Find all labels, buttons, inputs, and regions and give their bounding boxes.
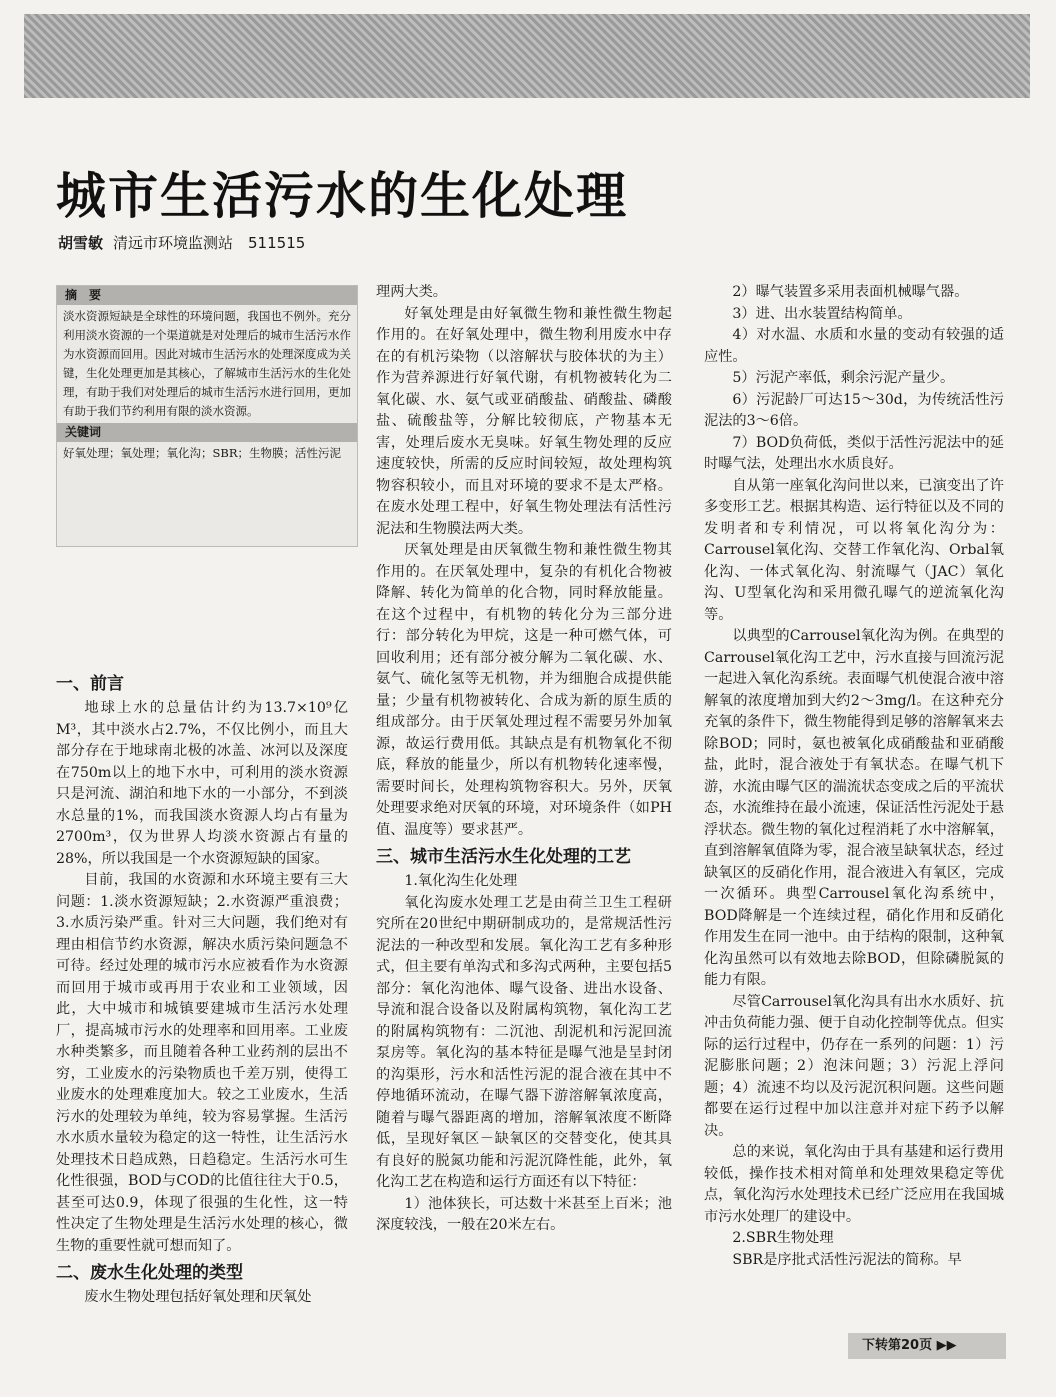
- abstract-text: 淡水资源短缺是全球性的环境问题，我国也不例外。充分利用淡水资源的一个渠道就是对处理后的城市生活污水作为水资源而回用。因此对城市生活污水的处理深度成为关键，生化处理更加是其核心，了解城市生活污水的生化处理，有助于我们对处理后的城市生活污水进行回用，更加有助于我们节约利用有限的淡水资源。: [63, 309, 351, 418]
- column-3: [704, 282, 1004, 1271]
- byline: [58, 232, 305, 253]
- paragraph: 总的来说，氧化沟由于具有基建和运行费用较低，操作技术相对简单和处理效果稳定等优点，氧化沟污水处理技术已经广泛应用在我国城市污水处理厂的建设中。: [704, 1144, 1004, 1225]
- paragraph: SBR是序批式活性污泥法的简称。早: [732, 1251, 962, 1268]
- list-item: 3）进、出水装置结构简单。: [732, 305, 912, 322]
- abstract-box: [56, 285, 358, 547]
- subsection-heading-2: 2.SBR生物处理: [732, 1230, 834, 1246]
- keywords-text: 好氧处理；氧处理；氧化沟；SBR；生物膜；活性污泥: [63, 446, 341, 460]
- author-affiliation: 清远市环境监测站 511515: [113, 234, 306, 252]
- list-item: 2）曝气装置多采用表面机械曝气器。: [732, 284, 969, 300]
- paragraph: 废水生物处理包括好氧处理和厌氧处: [84, 1289, 312, 1305]
- continued-on-page-label: 下转第20页 ▶▶: [848, 1333, 1006, 1359]
- header-banner: [24, 14, 1030, 98]
- paragraph: 目前，我国的水资源和水环境主要有三大问题：1.淡水资源短缺；2.水资源严重浪费；3.水质污染严重。针对三大问题，我们绝对有理由相信节约水资源，解决水质污染问题急不可待。经过处理的城市污水应被看作为水资源而回用于城市或再用于农业和工业领域，因此，大中城市和城镇要建城市生活污水处理厂，提高城市污水的处理率和回用率。工业废水种类繁多，而且随着各种工业药剂的层出不穷，工业废水的污染物质也千差万别，使得工业废水的处理难度加大。较之工业废水，生活污水的处理较为单纯，较为容易掌握。生活污水水质水量较为稳定的这一特性，让生活污水处理技术日趋成熟，日趋稳定。生活污水可生化性很强，BOD与COD的比值往往大于0.5，甚至可达0.9，体现了很强的生化性，这一特性决定了生物处理是生活污水处理的核心，微生物的重要性就可想而知了。: [56, 872, 348, 1254]
- list-item: 5）污泥产率低，剩余污泥产量少。: [732, 370, 955, 386]
- paragraph: 厌氧处理是由厌氧微生物和兼性微生物其作用的。在厌氧处理中，复杂的有机化合物被降解、转化为简单的化合物，同时释放能量。在这个过程中，有机物的转化分为三部分进行：部分转化为甲烷，这是一种可燃气体，可回收利用；还有部分被分解为二氧化碳、水、氨气、硫化氢等无机物，并为细胞合成提供能量；少量有机物被转化、合成为新的原生质的组成部分。由于厌氧处理过程不需要另外加氧源，故运行费用低。其缺点是有机物氧化不彻底，释放的能量少，所以有机物转化速率慢，需要时间长，处理构筑物容积大。另外，厌氧处理要求绝对厌氧的环境，对环境条件（如PH值、温度等）要求甚严。: [376, 542, 672, 838]
- list-item: 6）污泥龄厂可达15～30d，为传统活性污泥法的3～6倍。: [704, 391, 1004, 429]
- article-title: 城市生活污水的生化处理: [56, 167, 628, 225]
- subsection-heading-1: 1.氧化沟生化处理: [404, 873, 518, 889]
- column-1: [56, 668, 348, 1309]
- author-name: 胡雪敏: [58, 234, 104, 252]
- list-item: 7）BOD负荷低，类似于活性污泥法中的延时曝气法，处理出水水质良好。: [704, 434, 1004, 472]
- paragraph: 尽管Carrousel氧化沟具有出水水质好、抗冲击负荷能力强、便于自动化控制等优点。但实际的运行过程中，仍存在一系列的问题：1）污泥膨胀问题；2）泡沫问题；3）污泥上浮问题；4）流速不均以及污泥沉积问题。这些问题都要在运行过程中加以注意并对症下药予以解决。: [704, 993, 1004, 1139]
- section-heading-1: 一、前言: [56, 674, 124, 694]
- keywords-label: 关键词: [57, 423, 357, 442]
- list-item: 1）池体狭长，可达数十米甚至上百米；池深度较浅，一般在20米左右。: [376, 1195, 672, 1233]
- paragraph: 地球上水的总量估计约为13.7×10⁹亿M³，其中淡水占2.7%，不仅比例小，而且大部分存在于地球南北极的冰盖、冰河以及深度在750m以上的地下水中，可利用的淡水资源只是河流、湖泊和地下水的一小部分，不到淡水总量的1%，而我国淡水资源人均占有量为2700m³，仅为世界人均淡水资源占有量的28%，所以我国是一个水资源短缺的国家。: [56, 700, 348, 867]
- section-heading-2: 二、废水生化处理的类型: [56, 1263, 243, 1283]
- paragraph: 以典型的Carrousel氧化沟为例。在典型的Carrousel氧化沟工艺中，污水直接与回流污泥一起进入氧化沟系统。表面曝气机使混合液中溶解氧的浓度增加到大约2～3mg/l。在这种充分充氧的条件下，微生物能得到足够的溶解氧来去除BOD；同时，氨也被氧化成硝酸盐和亚硝酸盐，此时，混合液处于有氧状态。在曝气机下游，水流由曝气区的湍流状态变成之后的平流状态，水流维持在最小流速，保证活性污泥处于悬浮状态。微生物的氧化过程消耗了水中溶解氧，直到溶解氧值降为零，混合液呈缺氧状态，经过缺氧区的反硝化作用，混合液进入有氧区，完成一次循环。典型Carrousel氧化沟系统中，BOD降解是一个连续过程，硝化作用和反硝化作用发生在同一池中。由于结构的限制，这种氧化沟虽然可以有效地去除BOD，但除磷脱氮的能力有限。: [704, 628, 1004, 988]
- paragraph: 好氧处理是由好氧微生物和兼性微生物起作用的。在好氧处理中，微生物利用废水中存在的有机污染物（以溶解状与胶体状的为主）作为营养源进行好氧代谢，有机物被转化为二氧化碳、水、氨气或亚硝酸盐、硝酸盐、磷酸盐、硫酸盐等，分解比较彻底，产物基本无害，处理后废水无臭味。好氧生物处理的反应速度较快，所需的反应时间较短，故处理构筑物容积较小，而且对环境的要求不是太严格。在废水处理工程中，好氧生物处理法有活性污泥法和生物膜法两大类。: [376, 305, 672, 537]
- paragraph: 自从第一座氧化沟问世以来，已演变出了许多变形工艺。根据其构造、运行特征以及不同的发明者和专利情况，可以将氧化沟分为：Carrousel氧化沟、交替工作氧化沟、Orbal氧化沟、一体式氧化沟、射流曝气（JAC）氧化沟、U型氧化沟和采用微孔曝气的逆流氧化沟等。: [704, 477, 1004, 623]
- abstract-label: 摘 要: [57, 286, 357, 305]
- list-item: 4）对水温、水质和水量的变动有较强的适应性。: [704, 327, 1004, 365]
- column-2: [376, 282, 672, 1237]
- section-heading-3: 三、城市生活污水生化处理的工艺: [376, 847, 631, 867]
- paragraph: 理两大类。: [376, 284, 447, 300]
- paragraph: 氧化沟废水处理工艺是由荷兰卫生工程研究所在20世纪中期研制成功的，是常规活性污泥法的一种改型和发展。氧化沟工艺有多种形式，但主要有单沟式和多沟式两种，主要包括5部分：氧化沟池体、曝气设备、进出水设备、导流和混合设备以及附属构筑物，氧化沟工艺的附属构筑物有：二沉池、刮泥机和污泥回流泵房等。氧化沟的基本特征是曝气池是呈封闭的沟渠形，污水和活性污泥的混合液在其中不停地循环流动，在曝气器下游溶解氧浓度高，随着与曝气器距离的增加，溶解氧浓度不断降低，呈现好氧区－缺氧区的交替变化，使其具有良好的脱氮功能和污泥沉降性能，此外，氧化沟工艺在构造和运行方面还有以下特征：: [376, 894, 672, 1190]
